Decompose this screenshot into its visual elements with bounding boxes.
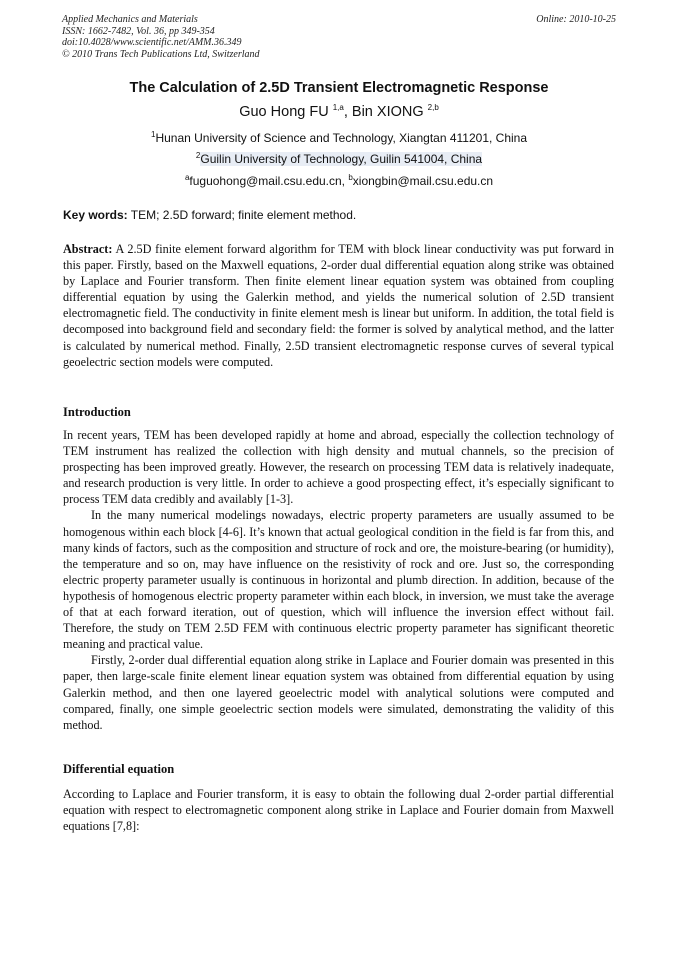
email-line bbox=[0, 174, 678, 188]
doi-line: doi:10.4028/www.scientific.net/AMM.36.349 bbox=[62, 37, 242, 48]
author-2: Bin XIONG bbox=[351, 104, 424, 120]
differential-paragraph-1: According to Laplace and Fourier transform, it is easy to obtain the following dual 2-order partial differential equation with respect to electromagnetic component along strike in Laplace and Fourier domain from Maxwell equations [7,8]: bbox=[63, 787, 614, 834]
copyright-line: © 2010 Trans Tech Publications Ltd, Switzerland bbox=[62, 48, 260, 60]
intro-paragraph-1: In recent years, TEM has been developed rapidly at home and abroad, especially the collection technology of TEM instrument has realized the collection with high density and mutual channels, so the precision of prospecting has been improved greatly. However, the research on processing TEM data is relatively inadequate, and research production is very little. In order to achieve a good prospecting effect, it’s especially significant to process TEM data credibly and availably [1-3]. bbox=[63, 428, 614, 507]
email-b[interactable]: xiongbin@mail.csu.edu.cn bbox=[352, 174, 494, 188]
email-a[interactable]: fuguohong@mail.csu.edu.cn, bbox=[189, 174, 349, 188]
section-heading-introduction: Introduction bbox=[63, 405, 131, 419]
running-header bbox=[62, 14, 616, 60]
author-separator: , bbox=[343, 104, 352, 120]
intro-paragraph-2: In the many numerical modelings nowadays, electric property parameters are usually assumed to be homogenous within each block [4-6]. It’s known that actual geological condition in the field is far from this, and many kinds of factors, such as the composition and structure of rock and ore, the moisture-bearing (or humidity), the temperature and so on, may have influence on the resistivity of rock and ore. Just so, the corresponding electric property parameter usually is continuous in horizontal and plumb direction. In addition, because of the hypothesis of homogenous electric property parameter within each block, in inversion, we must take the average of that at each forward iteration, out of question, which will influence the inversion effect without fail. Therefore, the study on TEM 2.5D FEM with continuous electric property parameter has significant theoretic meaning and practical value. bbox=[63, 508, 615, 652]
author-2-marker: 2,b bbox=[427, 103, 439, 113]
online-date: Online: 2010-10-25 bbox=[536, 14, 616, 25]
journal-name: Applied Mechanics and Materials bbox=[62, 14, 198, 25]
author-line bbox=[0, 104, 678, 120]
intro-paragraph-3: Firstly, 2-order dual differential equation along strike in Laplace and Fourier domain was presented in this paper, then large-scale finite element linear equation system was obtained from differential equation by using Galerkin method, and then one layered geoelectric model with analytical solutions were computed and compared, finally, one simple geoelectric section models were simulated, demonstrating the validity of this method. bbox=[63, 653, 614, 732]
keywords-text: TEM; 2.5D forward; finite element method. bbox=[127, 208, 357, 222]
issn-line: ISSN: 1662-7482, Vol. 36, pp 349-354 bbox=[62, 25, 215, 37]
affiliation-2 bbox=[0, 152, 678, 166]
email-b-marker: b bbox=[348, 173, 353, 182]
paper-title: The Calculation of 2.5D Transient Electromagnetic Response bbox=[129, 80, 549, 96]
affiliation-2-marker: 2 bbox=[195, 151, 201, 160]
affiliation-1-text: Hunan University of Science and Technology, Xiangtan 411201, China bbox=[155, 131, 528, 145]
author-1: Guo Hong FU bbox=[239, 104, 329, 120]
differential-body bbox=[63, 786, 614, 834]
keywords-label: Key words: bbox=[63, 208, 128, 222]
section-heading-differential-equation: Differential equation bbox=[63, 762, 175, 776]
abstract-text: A 2.5D finite element forward algorithm for TEM with block linear conductivity was put forward in this paper. Firstly, based on the Maxwell equations, 2-order dual differential equation along strike was obtained by Laplace and Fourier transform. Then finite element linear equation system was obtained from coupling differential equation by using the Galerkin method, and yields the numerical solution of 2.5D transient electromagnetic field. The conductivity in finite element mesh is linear but uniform. In addition, the total field is decomposed into background field and secondary field: the former is solved by analytical method, and the latter is calculated by numerical method. Finally, 2.5D transient electromagnetic response curves of several typical geoelectric section models were computed. bbox=[63, 242, 614, 369]
affiliation-1 bbox=[0, 131, 678, 145]
email-a-marker: a bbox=[184, 173, 190, 182]
affiliation-1-marker: 1 bbox=[150, 130, 156, 139]
affiliation-2-text: Guilin University of Technology, Guilin 541004, China bbox=[200, 152, 483, 166]
introduction-body bbox=[63, 427, 614, 733]
abstract-label: Abstract: bbox=[63, 242, 113, 256]
abstract bbox=[63, 241, 614, 370]
author-1-marker: 1,a bbox=[332, 103, 344, 113]
keywords bbox=[63, 208, 356, 222]
